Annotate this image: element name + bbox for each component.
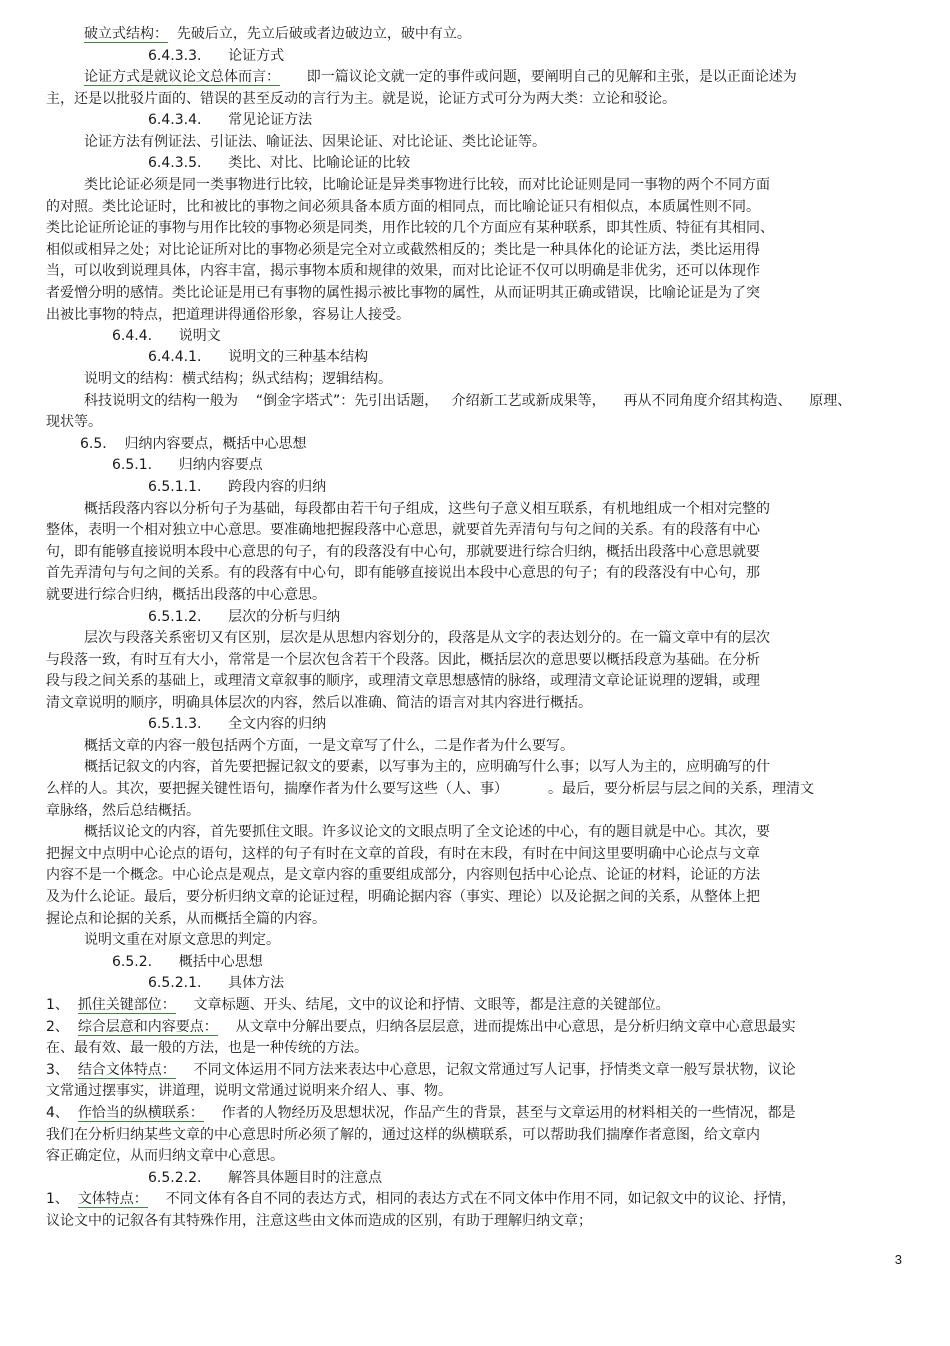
line-text: 6.5.1.1. 跨段内容的归纳 [148,479,327,495]
text-line [148,607,340,627]
line-text: 论证方法有例证法、引证法、喻证法、因果论证、对比论证、类比论证等。 [84,134,546,150]
text-line [46,1038,368,1058]
text-line [46,89,676,109]
text-line [112,326,221,346]
line-text: 6.5.1.3. 全文内容的归纳 [148,716,327,732]
text-line [46,1125,760,1145]
text-line [46,283,760,303]
text-line [148,973,284,993]
text-line [46,1017,796,1037]
text-line [84,175,770,195]
text-line [46,412,102,432]
line-text: 6.5. 归纳内容要点，概括中心思想 [80,436,307,452]
text-line [46,1103,796,1123]
text-line [46,693,592,713]
line-text: 句，即有能够直接说明本段中心意思的句子，有的段落没有中心句，那就要进行综合归纳，概括出段落中心意思就要 [46,544,760,560]
text-line [46,650,760,670]
text-line [148,153,410,173]
line-text: 不同文体有各自不同的表达方式，相同的表达方式在不同文体中作用不同，如记叙文中的议论、抒情， [147,1191,796,1207]
text-line [84,930,280,950]
underlined-heading: 破立式结构： [84,26,168,42]
line-text: 么样的人。其次，要把握关键性语句，揣摩作者为什么要写这些（人、事） 。最后，要分析层与层之间的关系，理清文 [46,781,815,797]
text-line [46,520,760,540]
underlined-heading: 抓住关键部位： [77,997,176,1013]
text-line [84,369,392,389]
line-text: 层次与段落关系密切又有区别，层次是从思想内容划分的，段落是从文字的表达划分的。在一篇文章中有的层次 [84,630,770,646]
text-line [46,995,670,1015]
line-text: 类比论证所论证的事物与用作比较的事物必须是同类，用作比较的几个方面应有某种联系，即其性质、特征有其相同、 [46,220,774,236]
text-line [84,24,471,44]
line-text: 文常通过摆事实，讲道理，说明文常通过说明来介绍人、事、物。 [46,1083,452,1099]
line-text: 6.4.3.4. 常见论证方法 [148,112,313,128]
line-text: 说明文的结构：横式结构；纵式结构；逻辑结构。 [84,371,392,387]
line-text: 即一篇议论文就一定的事件或问题，要阐明自己的见解和主张，是以正面论述为 [280,69,797,85]
line-text: 概括议论文的内容，首先要抓住文眼。许多议论文的文眼点明了全文论述的中心，有的题目就是中心。其次，要 [84,824,770,840]
line-text: 6.5.1.2. 层次的分析与归纳 [148,609,341,625]
text-line [112,952,263,972]
line-text: 的对照。类比论证时，比和被比的事物之间必须具备本质方面的相同点，而比喻论证只有相似点，本质属性则不同。 [46,199,760,215]
text-line [46,585,326,605]
line-text: 首先弄清句与句之间的关系。有的段落有中心句，即有能够直接说出本段中心意思的句子；有的段落没有中心句，那 [46,565,760,581]
line-text: 及为什么论证。最后，要分析归纳文章的论证过程，明确论据内容（事实、理论）以及论据之间的关系，从整体上把 [46,889,760,905]
line-text: 从文章中分解出要点，归纳各层层意，进而提炼出中心意思，是分析归纳文章中心意思最实 [217,1019,796,1035]
line-text: 6.5.2.1. 具体方法 [148,975,285,991]
text-line [46,1189,796,1209]
line-text: 就要进行综合归纳，概括出段落的中心意思。 [46,587,326,603]
underlined-heading: 作恰当的纵横联系： [77,1105,204,1121]
line-text: 在、最有效、最一般的方法，也是一种传统的方法。 [46,1040,368,1056]
text-line [46,844,760,864]
line-text: 者爱憎分明的感情。类比论证是用已有事物的属性揭示被比事物的属性，从而证明其正确或错误，比喻论证是为了突 [46,285,760,301]
text-line [46,563,760,583]
text-line [46,671,760,691]
line-text: 相似或相异之处；对比论证所对比的事物必须是完全对立或截然相反的；类比是一种具体化的论证方法，类比运用得 [46,242,760,258]
line-text: 6.5.2.2. 解答具体题目时的注意点 [148,1170,383,1186]
line-text: 我们在分析归纳某些文章的中心意思时所必须了解的，通过这样的纵横联系，可以帮助我们揣摩作者意图，给文章内 [46,1127,760,1143]
text-line [46,240,760,260]
text-line [46,1146,284,1166]
line-text: 出被比事物的特点，把道理讲得通俗形象，容易让人接受。 [46,307,410,323]
text-line [148,714,326,734]
underlined-heading: 综合层意和内容要点： [77,1019,218,1035]
text-line [84,499,770,519]
line-text: 容正确定位，从而归纳文章中心意思。 [46,1148,284,1164]
line-text: 议论文中的记叙各有其特殊作用，注意这些由文体而造成的区别，有助于理解归纳文章； [46,1213,592,1229]
text-line [46,909,326,929]
line-text: 作者的人物经历及思想状况，作品产生的背景，甚至与文章运用的材料相关的一些情况，都是 [203,1105,796,1121]
text-line [46,542,760,562]
text-line [84,757,770,777]
line-text: 概括文章的内容一般包括两个方面，一是文章写了什么，二是作者为什么要写。 [84,738,574,754]
line-text: 整体，表明一个相对独立中心意思。要准确地把握段落中心意思，就要首先弄清句与句之间的关系。有的段落有中心 [46,522,760,538]
text-line [84,391,851,411]
text-line [46,779,814,799]
list-number: 1、 [46,997,78,1013]
text-line [148,110,312,130]
line-text: 6.5.2. 概括中心思想 [112,954,263,970]
text-line [46,305,410,325]
text-line [46,865,760,885]
text-line [46,887,760,907]
line-text: 6.4.3.5. 类比、对比、比喻论证的比较 [148,155,411,171]
list-number: 1、 [46,1191,78,1207]
text-line [46,1060,796,1080]
line-text: 6.4.4.1. 说明文的三种基本结构 [148,349,369,365]
line-text: 6.4.3.3. 论证方式 [148,48,285,64]
line-text: 握论点和论据的关系，从而概括全篇的内容。 [46,911,326,927]
line-text: 不同文体运用不同方法来表达中心意思，记叙文常通过写人记事，抒情类文章一般写景状物，议论 [175,1062,796,1078]
text-line [46,261,760,281]
line-text: 先破后立，先立后破或者边破边立，破中有立。 [168,26,471,42]
line-text: 概括段落内容以分析句子为基础，每段都由若干句子组成，这些句子意义相互联系，有机地组成一个相对完整的 [84,501,770,517]
line-text: 6.5.1. 归纳内容要点 [112,457,263,473]
text-line [80,434,307,454]
text-line [46,218,774,238]
line-text: 概括记叙文的内容，首先要把握记叙文的要素，以写事为主的，应明确写什么事；以写人为主的，应明确写的什 [84,759,770,775]
text-line [148,1168,382,1188]
text-line [84,822,770,842]
text-line [84,67,797,87]
line-text: 现状等。 [46,414,102,430]
text-line [148,347,368,367]
line-text: 把握文中点明中心论点的语句，这样的句子有时在文章的首段，有时在末段，有时在中间这里要明确中心论点与文章 [46,846,760,862]
text-line [112,455,263,475]
text-line [84,736,574,756]
underlined-heading: 论证方式是就议论文总体而言： [84,69,280,85]
line-text: 清文章说明的顺序，明确具体层次的内容，然后以准确、简洁的语言对其内容进行概括。 [46,695,592,711]
line-text: 与段落一致，有时互有大小，常常是一个层次包含若干个段落。因此，概括层次的意思要以概括段意为基础。在分析 [46,652,760,668]
line-text: 类比论证必须是同一类事物进行比较，比喻论证是异类事物进行比较，而对比论证则是同一事物的两个不同方面 [84,177,770,193]
underlined-heading: 文体特点： [77,1191,148,1207]
line-text: 说明文重在对原文意思的判定。 [84,932,280,948]
text-line [84,628,770,648]
text-line [148,477,326,497]
text-line [46,1211,592,1231]
text-line [46,801,200,821]
list-number: 3、 [46,1062,78,1078]
line-text: 章脉络，然后总结概括。 [46,803,200,819]
list-number: 2、 [46,1019,78,1035]
line-text: 当，可以收到说理具体，内容丰富，揭示事物本质和规律的效果，而对比论证不仅可以明确是非优劣，还可以体现作 [46,263,760,279]
line-text: 内容不是一个概念。中心论点是观点，是文章内容的重要组成部分，内容则包括中心论点、论证的材料，论证的方法 [46,867,760,883]
line-text: 主，还是以批驳片面的、错误的甚至反动的言行为主。就是说，论证方式可分为两大类：立论和驳论。 [46,91,676,107]
line-text: 段与段之间关系的基础上，或理清文章叙事的顺序，或理清文章思想感情的脉络，或理清文章论证说理的逻辑，或理 [46,673,760,689]
line-text: 文章标题、开头、结尾，文中的议论和抒情、文眼等，都是注意的关键部位。 [175,997,670,1013]
line-text: 科技说明文的结构一般为 “倒金字塔式”：先引出话题， 介绍新工艺或新成果等， 再从不同角度介绍其构造、 原理、 [84,393,852,409]
page-number: 3 [894,1252,902,1267]
text-line [148,46,284,66]
text-line [46,197,760,217]
line-text: 6.4.4. 说明文 [112,328,221,344]
text-line [84,132,546,152]
list-number: 4、 [46,1105,78,1121]
text-line [46,1081,452,1101]
underlined-heading: 结合文体特点： [77,1062,176,1078]
